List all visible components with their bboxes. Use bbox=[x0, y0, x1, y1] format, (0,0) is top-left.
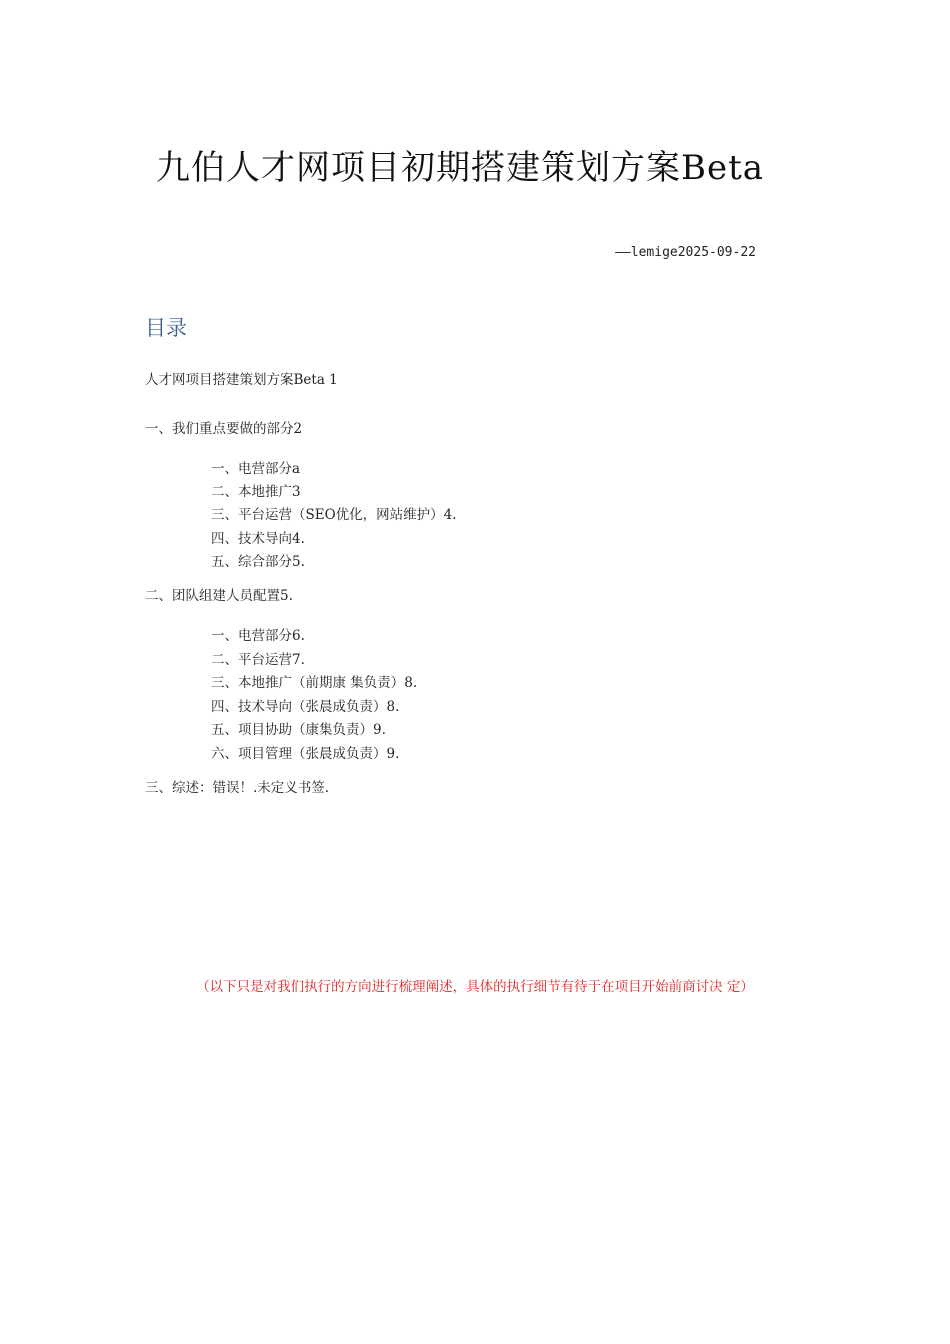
toc-entry[interactable]: 四、技术导向（张晨成负责）8. bbox=[211, 699, 400, 715]
toc-entry[interactable]: 三、综述：错误！.未定义书签. bbox=[145, 780, 330, 796]
toc-entry[interactable]: 六、项目管理（张晨成负责）9. bbox=[211, 746, 400, 762]
toc-entry[interactable]: 五、项目协助（康集负责）9. bbox=[211, 722, 386, 738]
toc-entry[interactable]: 一、我们重点要做的部分2 bbox=[145, 421, 303, 437]
toc-entry[interactable]: 四、技术导向4. bbox=[211, 531, 305, 547]
toc-entry[interactable]: 三、平台运营（SEO优化，网站维护）4. bbox=[211, 507, 457, 523]
toc-entry[interactable]: 三、本地推广（前期康 集负责）8. bbox=[211, 675, 418, 691]
toc-heading: 目录 bbox=[145, 316, 187, 340]
toc-entry[interactable]: 一、电营部分6. bbox=[211, 628, 305, 644]
toc-entry[interactable]: 五、综合部分5. bbox=[211, 554, 305, 570]
page-title: 九伯人才网项目初期搭建策划方案Beta bbox=[155, 148, 765, 188]
disclaimer-note: （以下只是对我们执行的方向进行梳理阐述，具体的执行细节有待于在项目开始前商讨决 定） bbox=[196, 979, 754, 995]
toc-entry[interactable]: 人才网项目搭建策划方案Beta 1 bbox=[145, 372, 338, 388]
toc-entry[interactable]: 二、平台运营7. bbox=[211, 652, 305, 668]
author-date-line: ——lemige2025-09-22 bbox=[615, 245, 756, 260]
toc-entry[interactable]: 一、电营部分a bbox=[211, 461, 301, 477]
toc-entry[interactable]: 二、团队组建人员配置5. bbox=[145, 588, 293, 604]
toc-entry[interactable]: 二、本地推广3 bbox=[211, 484, 301, 500]
